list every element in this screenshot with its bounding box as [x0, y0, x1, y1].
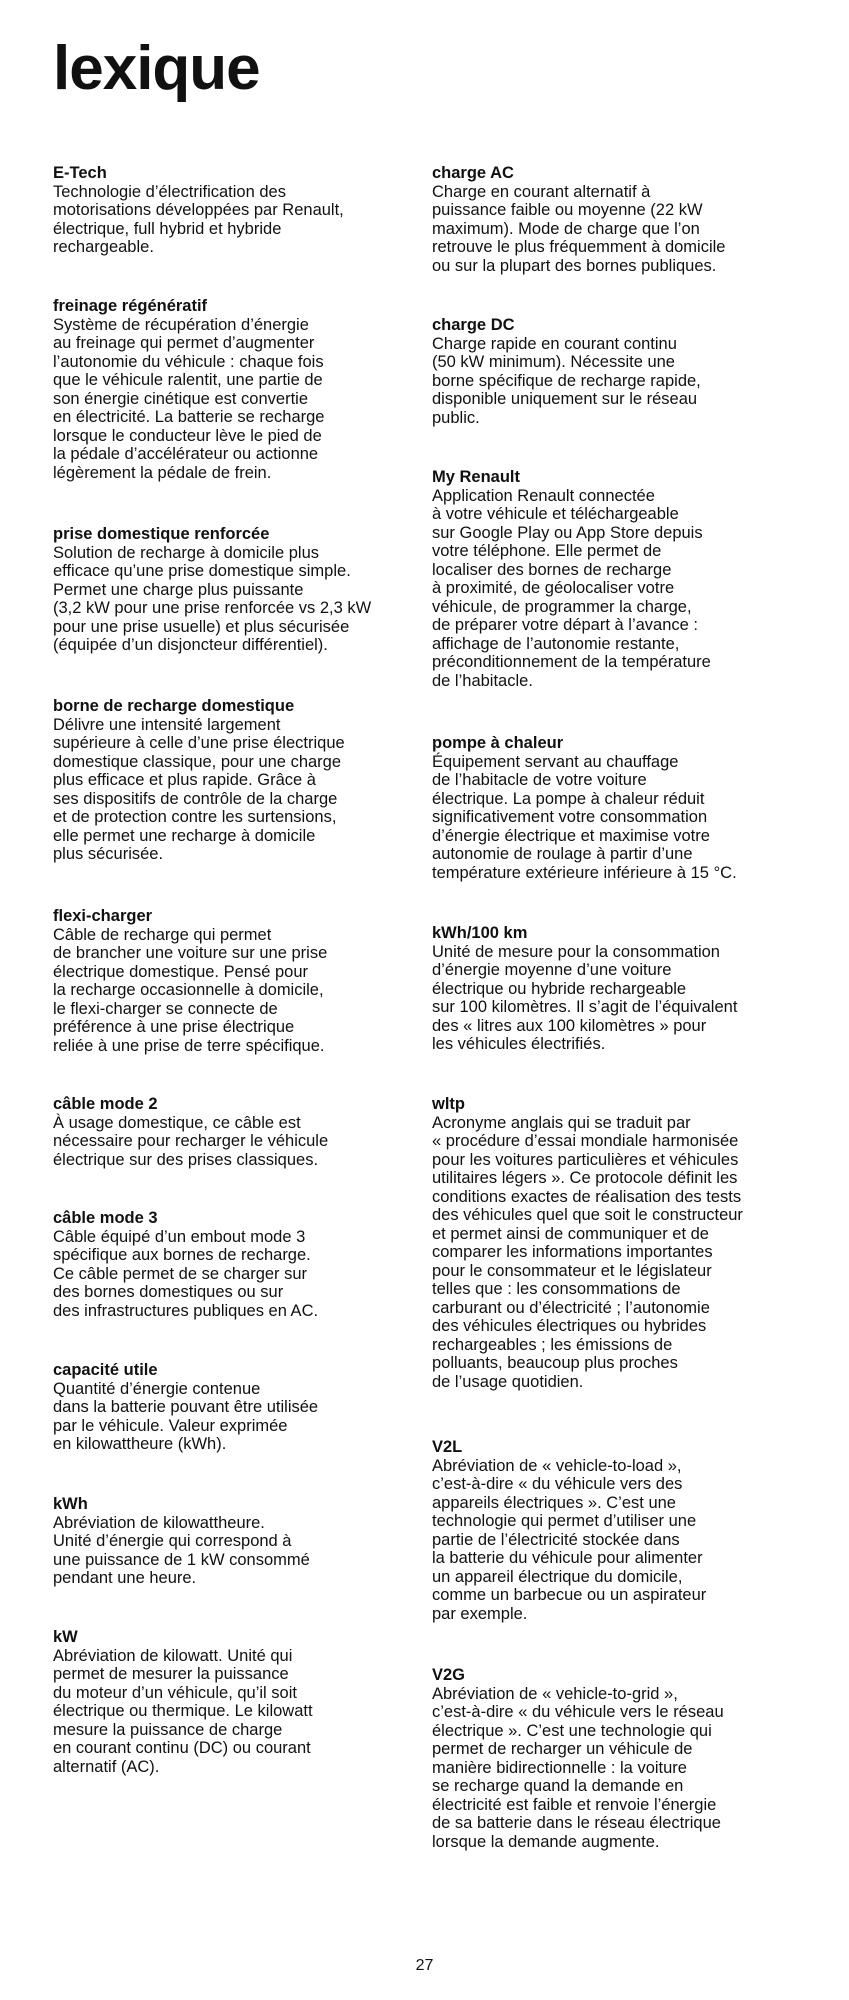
- page-title: lexique: [53, 34, 260, 103]
- glossary-term: My Renault: [432, 468, 521, 486]
- glossary-term: câble mode 2: [53, 1095, 158, 1113]
- glossary-entry: [432, 468, 796, 690]
- glossary-term: capacité utile: [53, 1361, 158, 1379]
- page-number: 27: [415, 1957, 434, 1974]
- glossary-entry: [53, 1361, 425, 1454]
- glossary-definition: Système de récupération d’énergie au freinage qui permet d’augmenter l’autonomie du véhicule : chaque fois que le véhicule ralentit, une partie de son énergie cinétique est convertie en électricité. La batterie se recharge lorsque le conducteur lève le pied de la pédale d’accélérateur ou actionne légèrement la pédale de frein.: [53, 315, 325, 482]
- glossary-definition: Solution de recharge à domicile plus efficace qu’une prise domestique simple. Permet une charge plus puissante (3,2 kW pour une prise renforcée vs 2,3 kW pour une prise usuelle) et plus sécurisée (équipée d’un disjoncteur différentiel).: [53, 543, 372, 654]
- glossary-term: V2L: [432, 1438, 463, 1456]
- glossary-term: pompe à chaleur: [432, 734, 564, 752]
- glossary-term: kW: [53, 1628, 78, 1646]
- glossary-definition: Abréviation de « vehicle-to-grid », c’est-à-dire « du véhicule vers le réseau électrique ». C’est une technologie qui permet de recharger un véhicule de manière bidirectionnelle : la voiture se recharge quand la demande en électricité est faible et renvoie l’énergie de sa batterie dans le réseau électrique lorsque la demande augmente.: [432, 1684, 724, 1851]
- glossary-entry: [53, 1628, 425, 1776]
- glossary-term: freinage régénératif: [53, 297, 208, 315]
- glossary-term: câble mode 3: [53, 1209, 158, 1227]
- glossary-entry: [53, 1095, 425, 1169]
- glossary-definition: Quantité d’énergie contenue dans la batterie pouvant être utilisée par le véhicule. Valeur exprimée en kilowattheure (kWh).: [53, 1379, 319, 1453]
- glossary-term: prise domestique renforcée: [53, 525, 270, 543]
- glossary-entry: [53, 297, 425, 482]
- glossary-entry: [53, 1209, 425, 1320]
- glossary-entry: [53, 697, 425, 864]
- glossary-entry: [53, 525, 425, 655]
- glossary-entry: [432, 924, 796, 1054]
- glossary-entry: [432, 1095, 796, 1391]
- glossary-term: wltp: [432, 1095, 465, 1113]
- glossary-term: kWh/100 km: [432, 924, 528, 942]
- glossary-definition: Acronyme anglais qui se traduit par « procédure d’essai mondiale harmonisée pour les voitures particulières et véhicules utilitaires légers ». Ce protocole définit les conditions exactes de réalisation des tests des véhicules quel que soit le constructeur et permet ainsi de communiquer et de comparer les informations importantes pour le consommateur et le législateur telles que : les consommations de carburant ou d’électricité ; l’autonomie des véhicules électriques ou hybrides rechargeables ; les émissions de polluants, beaucoup plus proches de l’usage quotidien.: [432, 1113, 743, 1391]
- glossary-entry: [432, 734, 796, 882]
- glossary-definition: À usage domestique, ce câble est nécessaire pour recharger le véhicule électrique sur des prises classiques.: [53, 1113, 329, 1169]
- glossary-entry: [432, 316, 796, 427]
- glossary-entry: [432, 1438, 796, 1623]
- glossary-term: borne de recharge domestique: [53, 697, 295, 715]
- glossary-term: charge AC: [432, 164, 514, 182]
- glossary-term: E-Tech: [53, 164, 107, 182]
- glossary-definition: Technologie d’électrification des motorisations développées par Renault, électrique, full hybrid et hybride rechargeable.: [53, 182, 344, 256]
- glossary-definition: Abréviation de kilowattheure. Unité d’énergie qui correspond à une puissance de 1 kW consommé pendant une heure.: [53, 1513, 310, 1587]
- glossary-definition: Abréviation de kilowatt. Unité qui permet de mesurer la puissance du moteur d’un véhicule, qu’il soit électrique ou thermique. Le kilowatt mesure la puissance de charge en courant continu (DC) ou courant alternatif (AC).: [53, 1646, 313, 1776]
- glossary-entry: [53, 164, 425, 257]
- glossary-entry: [53, 1495, 425, 1588]
- glossary-definition: Charge rapide en courant continu (50 kW minimum). Nécessite une borne spécifique de recharge rapide, disponible uniquement sur le réseau public.: [432, 334, 701, 427]
- glossary-definition: Câble équipé d’un embout mode 3 spécifique aux bornes de recharge. Ce câble permet de se charger sur des bornes domestiques ou sur des infrastructures publiques en AC.: [53, 1227, 319, 1320]
- glossary-term: kWh: [53, 1495, 88, 1513]
- glossary-entry: [53, 907, 425, 1055]
- glossary-term: flexi-charger: [53, 907, 153, 925]
- glossary-definition: Unité de mesure pour la consommation d’énergie moyenne d’une voiture électrique ou hybride rechargeable sur 100 kilomètres. Il s’agit de l’équivalent des « litres aux 100 kilomètres » pour les véhicules électrifiés.: [432, 942, 738, 1053]
- glossary-definition: Abréviation de « vehicle-to-load », c’est-à-dire « du véhicule vers des appareils électriques ». C’est une technologie qui permet d’utiliser une partie de l’électricité stockée dans la batterie du véhicule pour alimenter un appareil électrique du domicile, comme un barbecue ou un aspirateur par exemple.: [432, 1456, 707, 1623]
- glossary-definition: Délivre une intensité largement supérieure à celle d’une prise électrique domestique classique, pour une charge plus efficace et plus rapide. Grâce à ses dispositifs de contrôle de la charge et de protection contre les surtensions, elle permet une recharge à domicile plus sécurisée.: [53, 715, 345, 863]
- glossary-term: V2G: [432, 1666, 466, 1684]
- glossary-definition: Charge en courant alternatif à puissance faible ou moyenne (22 kW maximum). Mode de charge que l’on retrouve le plus fréquemment à domicile ou sur la plupart des bornes publiques.: [432, 182, 726, 275]
- glossary-definition: Équipement servant au chauffage de l’habitacle de votre voiture électrique. La pompe à chaleur réduit significativement votre consommation d’énergie électrique et maximise votre autonomie de roulage à partir d’une température extérieure inférieure à 15 °C.: [432, 752, 737, 882]
- glossary-definition: Câble de recharge qui permet de brancher une voiture sur une prise électrique domestique. Pensé pour la recharge occasionnelle à domicile, le flexi-charger se connecte de préférence à une prise électrique reliée à une prise de terre spécifique.: [53, 925, 328, 1055]
- glossary-definition: Application Renault connectée à votre véhicule et téléchargeable sur Google Play ou App Store depuis votre téléphone. Elle permet de localiser des bornes de recharge à proximité, de géolocaliser votre véhicule, de programmer la charge, de préparer votre départ à l’avance : affichage de l’autonomie restante, préconditionnement de la température de l’habitacle.: [432, 486, 711, 690]
- glossary-entry: [432, 1666, 796, 1851]
- glossary-entry: [432, 164, 796, 275]
- glossary-term: charge DC: [432, 316, 515, 334]
